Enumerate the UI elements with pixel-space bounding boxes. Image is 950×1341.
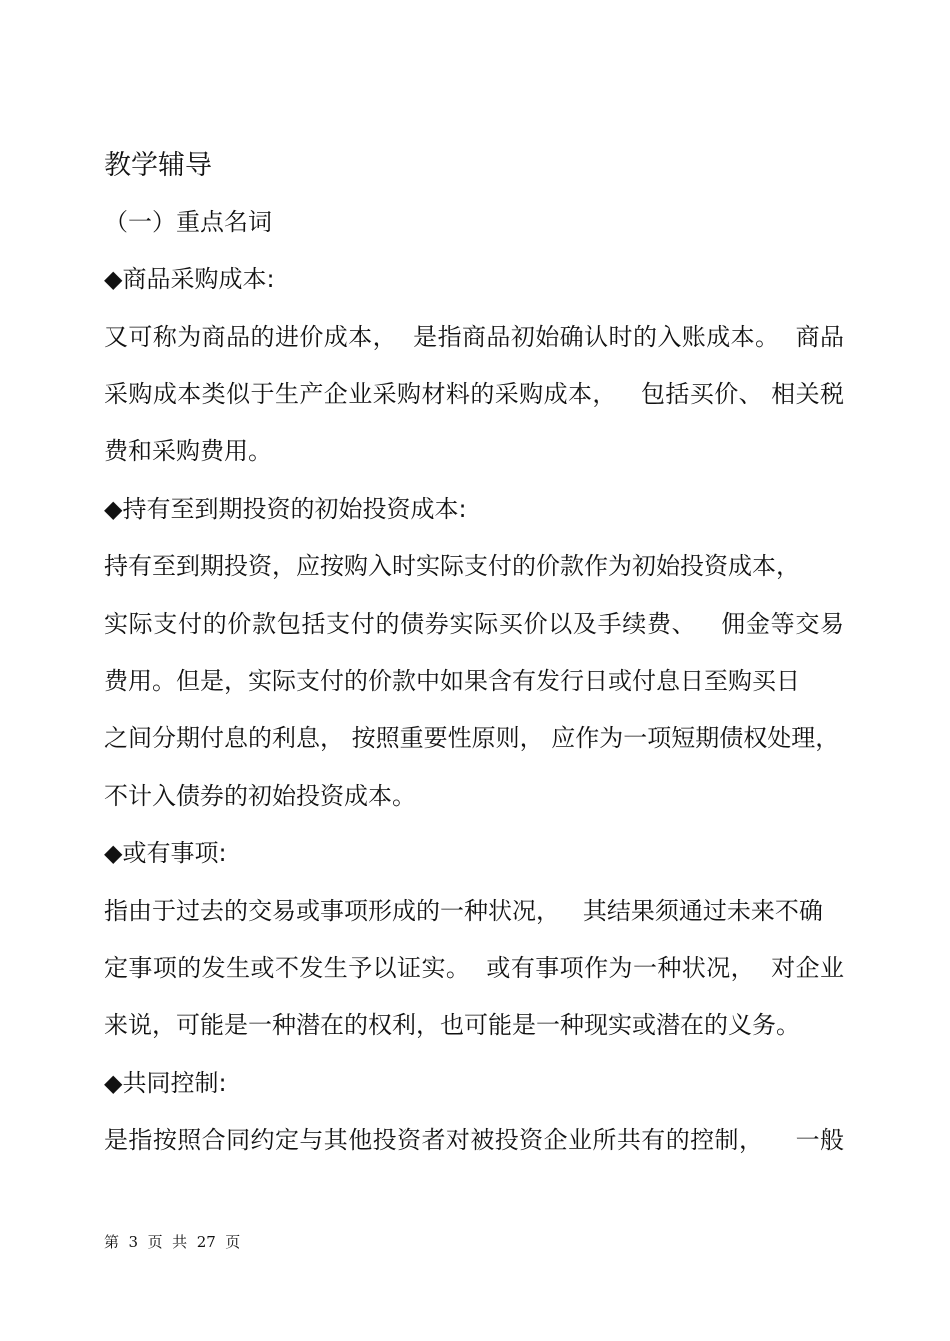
paragraph-line: 不计入债券的初始投资成本。 — [104, 782, 416, 810]
term-heading-joint-control: ◆共同控制: — [104, 1069, 227, 1097]
paragraph-line: 是指按照合同约定与其他投资者对被投资企业所共有的控制， 一般 — [104, 1126, 844, 1154]
term-heading-contingency: ◆或有事项: — [104, 839, 227, 867]
paragraph-line: 又可称为商品的进价成本， 是指商品初始确认时的入账成本。 商品 — [104, 323, 844, 351]
paragraph-line: 之间分期付息的利息， 按照重要性原则， 应作为一项短期债权处理， — [104, 724, 840, 752]
term-heading-held-to-maturity: ◆持有至到期投资的初始投资成本: — [104, 495, 467, 523]
paragraph-line: 定事项的发生或不发生予以证实。 或有事项作为一种状况， 对企业 — [104, 954, 844, 982]
paragraph-line: 指由于过去的交易或事项形成的一种状况， 其结果须通过未来不确 — [104, 897, 823, 925]
section-heading: （一）重点名词 — [104, 208, 272, 236]
paragraph-line: 费和采购费用。 — [104, 437, 272, 465]
paragraph-line: 费用。但是，实际支付的价款中如果含有发行日或付息日至购买日 — [104, 667, 800, 695]
paragraph-line: 采购成本类似于生产企业采购材料的采购成本， 包括买价、 相关税 — [104, 380, 844, 408]
paragraph-line: 实际支付的价款包括支付的债券实际买价以及手续费、 佣金等交易 — [104, 610, 844, 638]
page-heading: 教学辅导 — [104, 150, 212, 181]
page-number-footer: 第 3 页 共 27 页 — [104, 1233, 241, 1251]
paragraph-line: 来说，可能是一种潜在的权利，也可能是一种现实或潜在的义务。 — [104, 1011, 800, 1039]
term-heading-purchase-cost: ◆商品采购成本: — [104, 265, 275, 293]
paragraph-line: 持有至到期投资，应按购入时实际支付的价款作为初始投资成本， — [104, 552, 800, 580]
